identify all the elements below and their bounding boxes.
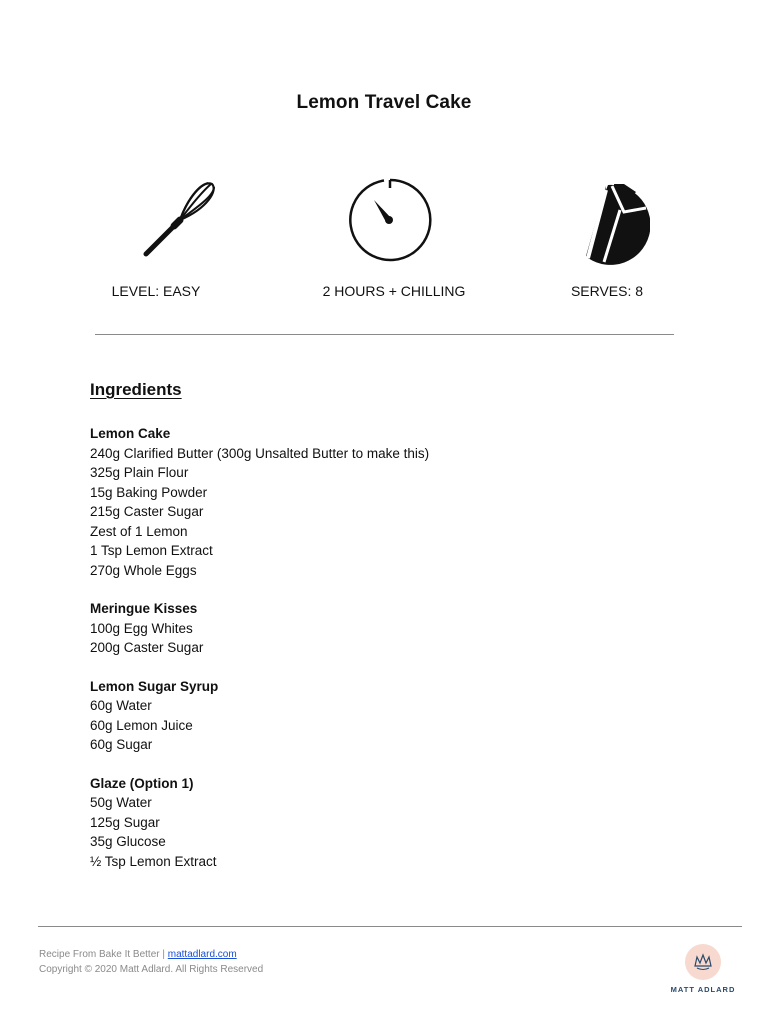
ingredient-group <box>90 424 690 580</box>
ingredient-item: 270g Whole Eggs <box>90 562 197 578</box>
ingredient-item: 240g Clarified Butter (300g Unsalted Butter to make this) <box>90 445 430 461</box>
footer <box>39 947 263 977</box>
ingredient-item: 215g Caster Sugar <box>90 504 204 519</box>
footer-source <box>39 947 263 962</box>
time-label: 2 HOURS + CHILLING <box>322 283 466 299</box>
ingredient-item: 60g Water <box>90 698 152 713</box>
ingredient-item: 15g Baking Powder <box>90 484 208 500</box>
ingredient-item: 60g Sugar <box>90 737 153 752</box>
serves-label: SERVES: 8 <box>570 283 644 299</box>
level-label: LEVEL: EASY <box>111 283 201 299</box>
divider-bottom <box>38 926 742 927</box>
ingredients-list <box>90 424 690 890</box>
ingredient-item: Zest of 1 Lemon <box>90 523 188 539</box>
brand-block <box>668 944 738 994</box>
ingredient-item: 50g Water <box>90 795 152 810</box>
ingredient-group <box>90 599 690 658</box>
ingredient-item: 325g Plain Flour <box>90 465 189 480</box>
brand-name: MATT ADLARD <box>670 985 736 994</box>
ingredient-item: 60g Lemon Juice <box>90 717 193 733</box>
page-title: Lemon Travel Cake <box>296 92 472 113</box>
website-link[interactable]: mattadlard.com <box>167 949 237 960</box>
divider-top <box>95 334 674 335</box>
group-title: Lemon Cake <box>90 426 171 441</box>
pie-slice-icon <box>566 182 650 266</box>
ingredient-item: 1 Tsp Lemon Extract <box>90 543 213 558</box>
ingredient-item: 35g Glucose <box>90 834 166 849</box>
timer-icon <box>344 174 436 266</box>
group-title: Lemon Sugar Syrup <box>90 678 219 694</box>
ingredient-item: 100g Egg Whites <box>90 620 193 636</box>
whisk-icon <box>140 178 220 260</box>
ingredients-heading: Ingredients <box>90 380 182 399</box>
ingredient-item: ½ Tsp Lemon Extract <box>90 853 217 869</box>
group-title: Meringue Kisses <box>90 601 198 616</box>
ingredient-item: 200g Caster Sugar <box>90 640 204 655</box>
ingredient-item: 125g Sugar <box>90 814 160 830</box>
footer-source-prefix: Recipe From Bake It Better | <box>39 949 168 960</box>
footer-copyright: Copyright © 2020 Matt Adlard. All Rights Reserved <box>39 964 264 975</box>
group-title: Glaze (Option 1) <box>90 775 194 791</box>
ingredient-group <box>90 774 690 872</box>
crown-icon <box>685 944 721 980</box>
brand-logo <box>685 944 721 980</box>
ingredient-group <box>90 677 690 755</box>
